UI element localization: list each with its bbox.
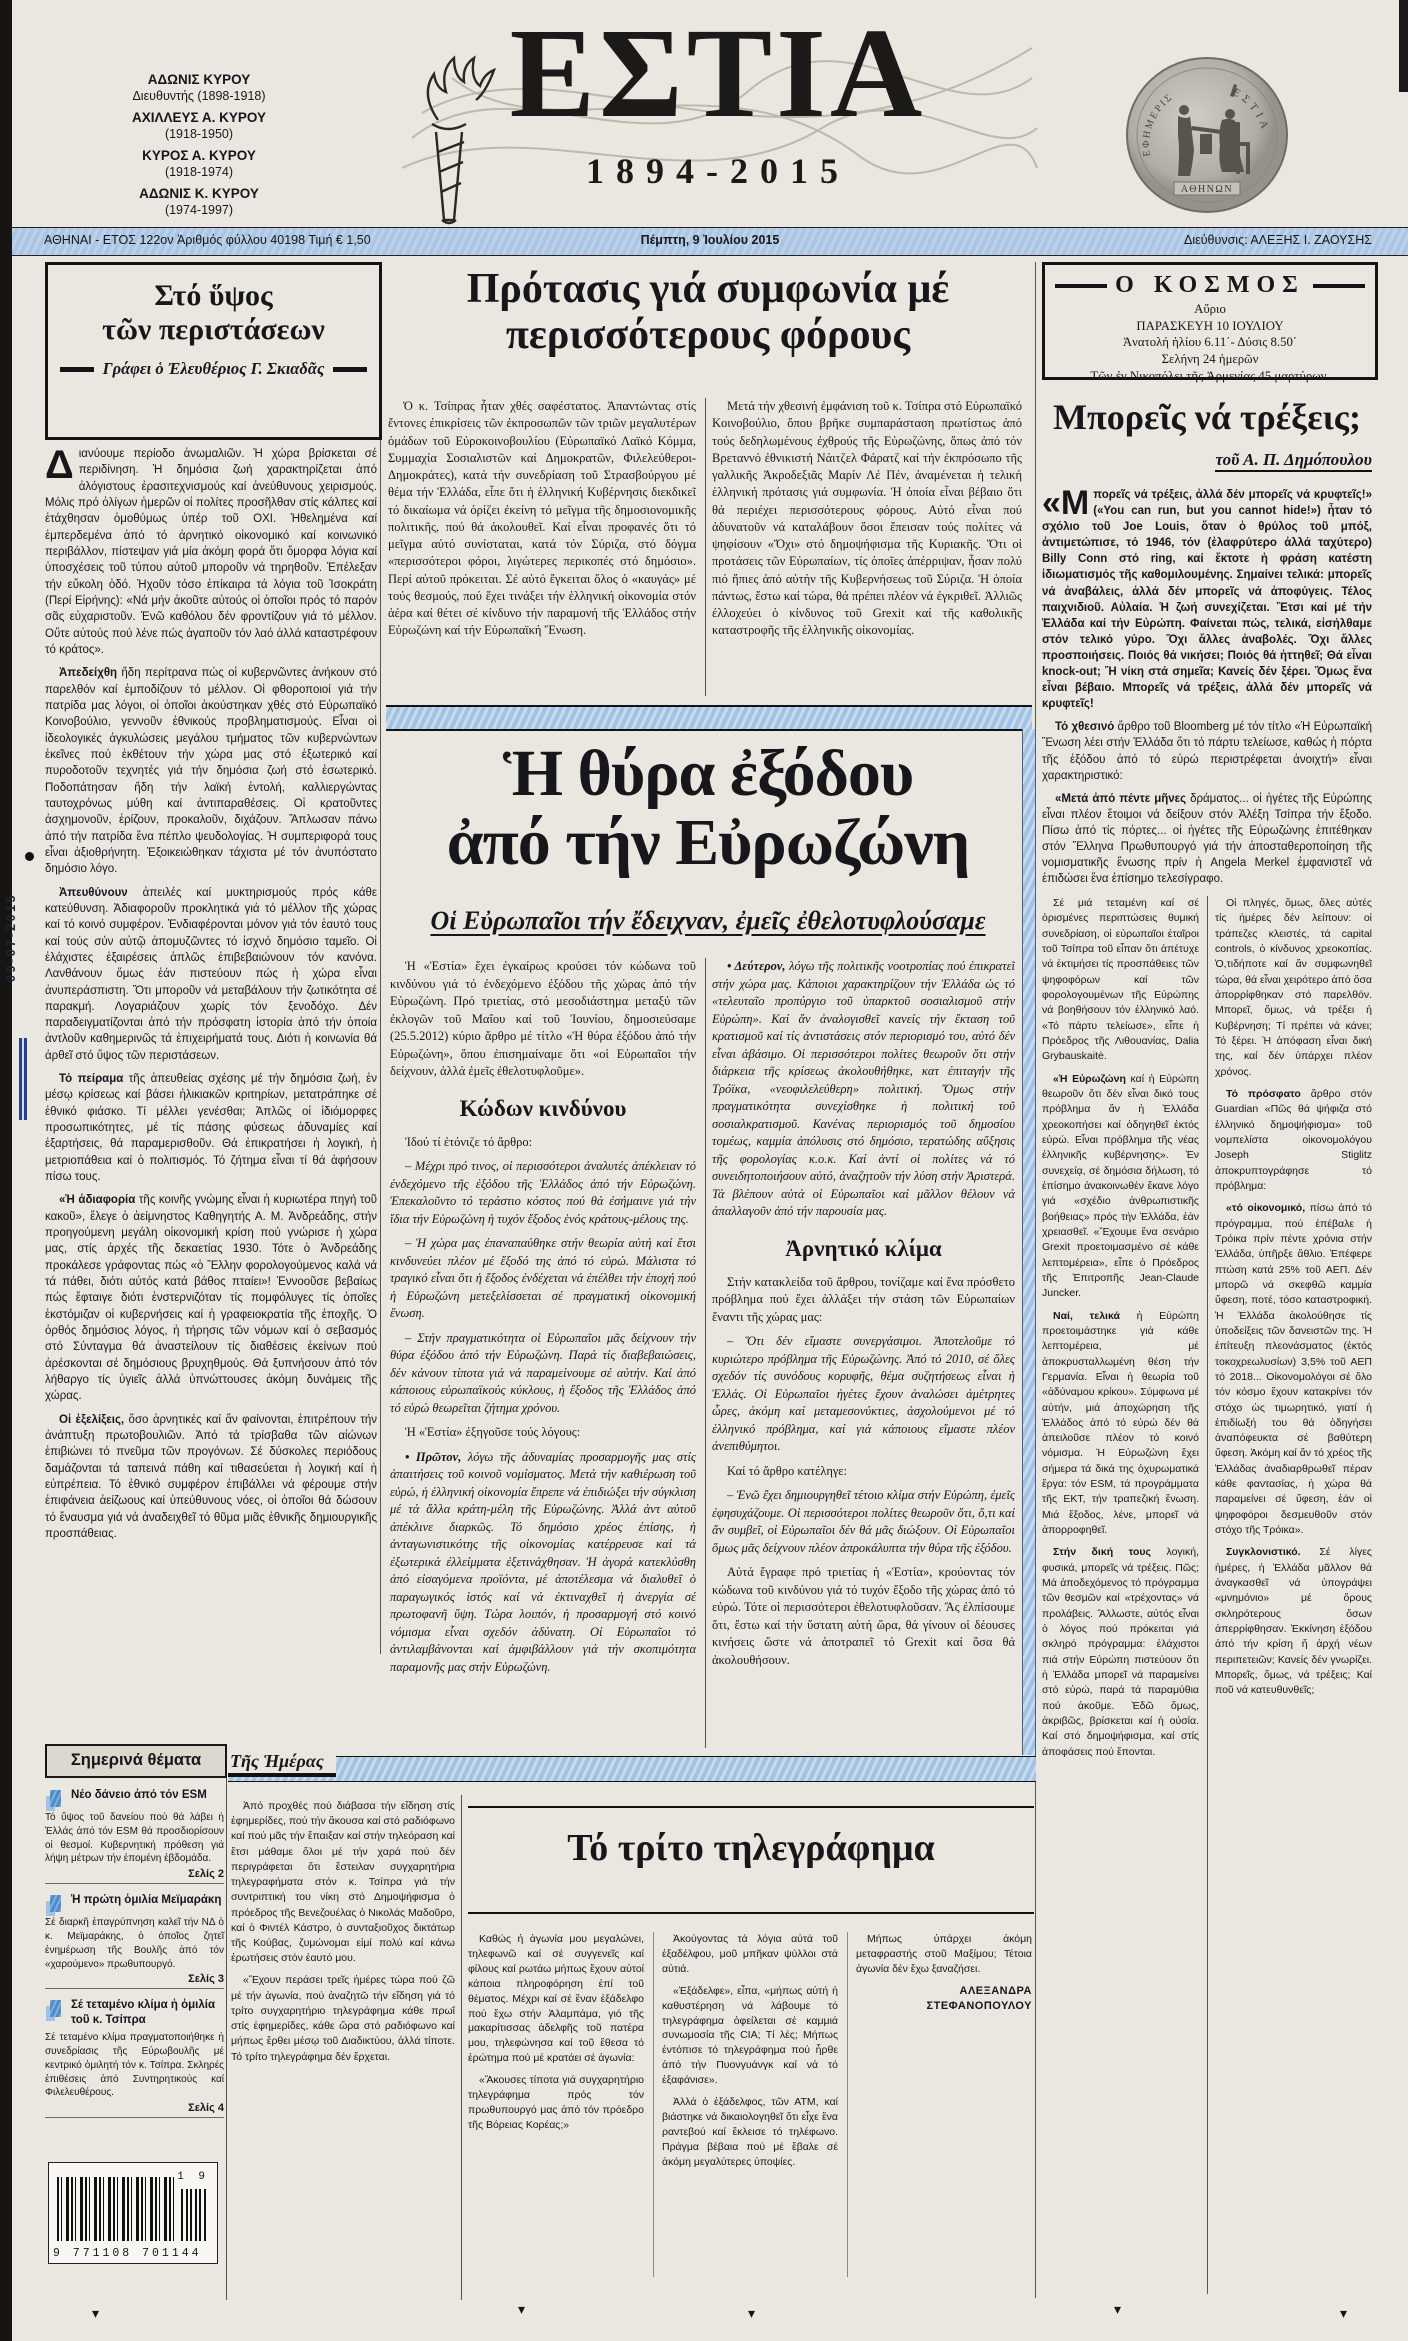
telegram-rule-bottom [468, 1912, 1034, 1914]
torch-icon [388, 40, 498, 228]
edition-vertical-date: 09-07-2015 [4, 893, 18, 982]
issue-barcode [48, 2162, 218, 2264]
lead-story-column-2 [712, 398, 1022, 698]
paragraph: Συγκλονιστικό. Σέ λίγες ἡμέρες, ἡ Ἑλλάδα μᾶλλον θά ἀναγκασθεῖ νά ὑπογράψει «μνημόνιο» μέ ὅρους σκληρότερους ὅσων ἀπερρίφθησαν. Ἐκκίνηση ἐξόδου ἀπό τήν κρίση ἤ ἀρχή νέων περιπετειῶν; Κανείς δέν γνωρίζει. Μπορεῖς, ὅμως, νά τρέξεις; Καί ποῦ νά κατευθυνθεῖς; [1215, 1546, 1372, 1697]
telegram-column-3 [856, 1932, 1032, 2282]
paragraph: «Ἔχουν περάσει τρεῖς ἡμέρες τώρα πού ζῶ μέ τήν ἀγωνία, πού ἀναζητῶ τήν εἴδηση γιά τό τρίτο συγχαρητήριο τηλεγράφημα κάθε πρωΐ στίς ἐφημερίδες, κάθε ὥρα στό ραδιόφωνο καί μήπως ἔρθει μέσῳ τοῦ Διαδικτύου, ἀλλά τίποτε. Τό τρίτο τηλεγράφημα δέν ἔρχεται. [231, 1974, 455, 2063]
paragraph: «Ἡ Εὐρωζώνη καί ἡ Εὐρώπη θεωροῦν ὅτι δέν εἶναι δικό τους πρόβλημα ἄν ἡ Ἑλλάδα χρεοκοπήσει καί ὁδηγηθεῖ ἐκτός εὐρώ. Εἶναι πρόβλημα τῆς νέας ἑλληνικῆς κυβέρνησης». Ἐν συνεχείᾳ, σέ δημόσια δήλωση, τό ἐπίσημο ἀνακοινωθέν ἔκανε λόγο γιά «σχέδιο ἀνθρωπιστικῆς βοήθειας» πρός τήν Ἑλλάδα, ἐάν χρειασθεῖ. «Ἔχουμε ἕνα σενάριο Grexit προετοιμασμένο σέ κάθε λεπτομέρεια», εἶπε ὁ Πρόεδρος τῆς Ἐπιτροπῆς Jean-Claude Juncker. [1042, 1072, 1199, 1300]
opinion-headline: Μπορεῖς νά τρέξεις; [1053, 397, 1361, 437]
newspaper-logo: ΕΣΤΙΑ [509, 2, 927, 144]
editorial-title-box [45, 262, 382, 440]
feature-side-strip [1022, 729, 1036, 1755]
director-years: (1918-1950) [164, 126, 234, 141]
paragraph: «Μπορεῖς νά τρέξεις, ἀλλά δέν μπορεῖς νά κρυφτεῖς!» («You can run, but you cannot hide!») ἦταν τό σχόλιο τοῦ Joe Louis, ὅταν ὁ θρύλος τοῦ μπόξ, ἀντιμετώπισε, τό 1946, τόν (ἐλαφρύτερο ἀλλά ταχύτερο) Billy Conn στό ring, καί ἔκτοτε ἡ φράση κατέστη ἰδιωματισμός τῆς καθομιλουμένης. Σημαίνει τελικά: μπορεῖς νά ἀναβάλεις, ἀλλά δέν μπορεῖς νά ἀποφύγεις. Τέλος παιχνιδιοῦ. Αὐλαία. Ἡ ζωή συνεχίζεται. Ἔτσι καί μέ τήν Ἑλλάδα καί τήν Εὐρώπη. Φαίνεται πώς, τελικά, εἰσήλθαμε στόν τελικό γύρο. Ὄχι ἄλλες ἀναβολές. Ὄχι ἄλλες προσποιήσεις. Ποιός θά νικήσει; Ποιός θά ἡττηθεῖ; Θά εἶναι knock-out; Ἤ νίκη στά σημεῖα; Κανείς δέν ξέρει. Ὅμως ἕνα εἶναι βέβαιο. Μπορεῖς νά τρέξεις, ἀλλά δέν μπορεῖς νά κρυφτεῖς! [1042, 487, 1372, 711]
editorial-title-line1: Στό ὕψος [154, 279, 273, 312]
byline-bar [60, 367, 94, 372]
director-years: (1918-1974) [164, 164, 234, 179]
paragraph: Ἀλλά ὁ ἐξάδελφος, τῶν ΑΤΜ, καί βιάστηκε νά δικαιολογηθεῖ ὅτι εἶχε ἕνα ραντεβού καί ἔκλεισε τό τηλέφωνο. Πράγμα βέβαια πού μέ ἔβαλε σέ ἀκόμη μεγαλύτερες ὑποψίες. [662, 2096, 838, 2168]
brief-marker-icon [50, 1895, 61, 1912]
almanac-line: Αὔριο [1194, 302, 1226, 316]
almanac-line: Τῶν ἐν Νικοπόλει τῆς Ἀρμενίας 45 μαρτύρων. [1090, 368, 1330, 383]
brief-title: Ἡ πρώτη ὁμιλία Μεϊμαράκη [71, 1894, 222, 1907]
column-rule [847, 1932, 848, 2277]
feature-headline [388, 737, 1028, 879]
kosmos-almanac-lines [1045, 301, 1375, 384]
editorial-title [48, 279, 379, 346]
drop-cap: Δ [45, 446, 74, 487]
seal-bottom-text: ΑΘΗΝΩΝ [1180, 184, 1234, 195]
paragraph: – Στήν πραγματικότητα οἱ Εὐρωπαῖοι μᾶς δείχνουν τήν θύρα ἐξόδου ἀπό τήν Εὐρωζώνη. Παρά τίς διαβεβαιώσεις, δέν κάνουν τίποτα γιά νά παραμείνουμε σέ αὐτήν. Καί ἀπό κάποιους εὐρωπαϊκούς κύκλους, ἡ ἔξοδος τῆς Ἑλλάδος ἀπό τό εὐρώ θεωρεῖται ζήτημα χρόνου. [390, 1330, 696, 1415]
paragraph: «Ἄκουσες τίποτα γιά συγχαρητήριο τηλεγράφημα πρός τόν πρωθυπουργό μας ἀπό τόν πρόεδρο τῆς Βόρειας Κορέας;» [468, 2074, 644, 2131]
telegram-rule-top [468, 1806, 1034, 1808]
dateline-date: Πέμπτη, 9 Ἰουλίου 2015 [640, 233, 780, 247]
paragraph: Μήπως ὑπάρχει ἀκόμη μεταφραστής στοῦ Μαξίμου; Τέτοια ἀγωνία δέν ἔχω ξαναζήσει. [856, 1933, 1032, 1975]
paragraph: • Δεύτερον, λόγω τῆς πολιτικῆς νοοτροπίας πού ἐπικρατεῖ στήν χώρα μας. Κάποιοι χαρακτηρίζουν τήν Ἑλλάδα ὡς τό «τελευταῖο προπύργιο τοῦ ὑπαρκτοῦ σοσιαλισμοῦ στήν Εὐρώπη». Καί ἄν ἀναλογισθεῖ κανείς τήν ἔκταση τοῦ κρατισμοῦ καί τίς ἀντιστάσεις στόν περιορισμό του, αὐτό δέν εἶναι ἀβάσιμο. Οἱ περισσότεροι πολίτες θεωροῦν ὅτι στήν διάρκεια τῆς κρίσεως ἀκολουθήθηκε, κατ ἐπιταγήν τῆς Τρόϊκα, «νεοφιλελεύθερη» πολιτική. Ὅμως στήν πραγματικότητα συνεχίσθηκε ἡ πολιτική τοῦ σοσιαλκρατισμοῦ. Κανένας περιορισμός τοῦ δημοσίου τομέως, καμμία ἀπόλυσις στό δημόσιο, τερατώδης αὔξησις τῆς φορολογίας κ.ο.κ. Καί ἀντί οἱ πολίτες νά τό συνειδητοποιήσουν αὐτό, ἀναζητοῦν τήν λύση στήν Ἀριστερά. Τά βλέπουν αὐτά οἱ Εὐρωπαῖοι καί μᾶλλον θέλουν νά ἀπαλλαγοῦν ἀπό τήν παρουσία μας. [712, 959, 1015, 1218]
editorial-title-line2: τῶν περιστάσεων [102, 312, 325, 346]
seal-left-text: ΕΦΗΜΕΡΙΣ [1140, 91, 1176, 158]
paragraph: – Ἐνῶ ἔχει δημιουργηθεῖ τέτοιο κλίμα στήν Εὐρώπη, ἐμεῖς ἐφησυχάζουμε. Οἱ περισσότεροι πολίτες θεωροῦν ὅτι, ὅ,τι καί ἄν συμβεῖ, οἱ Εὐρωπαῖοι δέν θά μᾶς διώξουν. Οἱ Εὐρωπαῖοι ὅμως μᾶς δείχνουν πλέον ἀπροκάλυπτα τήν θύρα τῆς ἐξόδου. [712, 1488, 1015, 1555]
paragraph: Ναί, τελικά ἡ Εὐρώπη προετοιμάστηκε γιά κάθε λεπτομέρεια, μέ ἀποκρυσταλλωμένη θέση τήν Γερμανία. Εἶναι ἡ θεωρία τοῦ «ἀδύναμου κρίκου». Σύμφωνα μέ αὐτήν, μιά ἀποχώρηση τῆς Ἑλλάδος ἀπό τό εὐρώ δέν θά ἀπειλοῦσε πλέον τό κοινό νόμισμα. Ἡ Εὐρωζώνη ἔχει σήμερα τά δικά της ὀχυρωματικά ἔργα: τόν ESM, τά προγράμματα τῆς ΕΚΤ, τήν τραπεζική ἕνωση. Μιά ἔξοδος, λένε, μπορεῖ νά ἀπορροφηθεῖ. [1042, 1309, 1199, 1537]
almanac-line: ΠΑΡΑΣΚΕΥΗ 10 ΙΟΥΛΙΟΥ [1136, 318, 1284, 333]
lead-story-column-1 [388, 398, 696, 698]
brief-marker-icon [50, 1790, 61, 1807]
paragraph: • Πρῶτον, λόγω τῆς ἀδυναμίας προσαρμογῆς μας στίς ἀπαιτήσεις τοῦ κοινοῦ νομίσματος. Μετά τήν καθιέρωση τοῦ εὐρώ, ἡ ἑλληνική οἰκονομία ἔπρεπε νά ἐπιδιώξει τήν σύγκλιση μέ τά ἄλλα κράτη-μέλη τῆς Εὐρωζώνης. Ἀλλά ἀντ αὐτοῦ ἀπέκλινε διαρκῶς. Τό δημόσιο χρέος ἐπίσης, ἡ ἀνταγωνιστικότης τῆς οἰκονομίας κατέρρευσε καί τά ἐξωτερικά ἐλλείμματα ἐξετινάχθησαν. Ἡ ἀγορά κατεκλύσθη ἀπό εἰσαγόμενα προϊόντα, μέ ἀποτέλεσμα νά διαλυθεῖ ὁ παραγωγικός ἱστός καί νά ἐκτιναχθεῖ ἡ ἀνεργία σέ πρωτοφανῆ ὕψη. Τώρα λοιπόν, ἡ προσαρμογή στό κοινό νόμισμα εἶναι σχεδόν ἀδύνατη. Οἱ Εὐρωπαῖοι τό ἀντιλαμβάνονται καί ἀμφιβάλλουν γιά τήν σκοπιμότητα παραμονῆς μας στήν Εὐρωζώνη. [390, 1449, 696, 1674]
brief-title: Νέο δάνειο ἀπό τόν ESM [71, 1789, 207, 1801]
brief-item [45, 1893, 224, 1989]
page-edge-mark: ▾ [748, 2305, 756, 2321]
director-years: Διευθυντής (1898-1918) [132, 88, 266, 103]
scan-edge-left [0, 0, 12, 2341]
editorial-body [45, 446, 377, 1654]
barcode-stripes [57, 2177, 175, 2241]
paragraph: Διανύουμε περίοδο ἀνωμαλιῶν. Ἡ χώρα βρίσκεται σέ περιδίνηση. Ἡ δημόσια ζωή χαρακτηρίζεται ἀπό ἀλόγιστους ἐρασιτεχνισμούς καί ἀνεύθυνους χειρισμούς. Μόλις πρό ὀλίγων ἡμερῶν οἱ πολίτες προσῆλθαν στίς κάλπες καί ἐτάχθησαν ὁμοθύμως ὑπέρ τοῦ ΟΧΙ. Ἠθελημένα καί ἐμπερδεμένα ἀπό τό ἀρνητικό οἰκονομικό καί κοινωνικό περιβάλλον, πίστεψαν γιά μία ἀκόμη φορά ὅτι ὄμορφα λόγια καί ὑποσχέσεις τοῦ τύπου αὐτοῦ μποροῦν νά τηρηθοῦν. Ἐπέλεξαν τήν εὔκολη ὁδό. Ἠχοῦν τόσο ἐπίκαιρα τά λόγια τοῦ Ἰσοκράτη (Περί Εἰρήνης): «Νά μήν ἀκοῦτε αὐτούς οἱ ὁποῖοι πρός τό παρόν σᾶς εὐχαριστοῦν. Ἐνῶ καθόλου δέν φροντίζουν γιά τό μέλλον. Οὔτε αὐτούς πού λένε πώς ἀγαποῦν τόν λαό ἀλλά καταστρέφουν τό κράτος». [45, 446, 377, 656]
brief-item [45, 1788, 224, 1884]
brief-page-ref: Σελίς 3 [188, 1973, 224, 1986]
almanac-line: Ἀνατολή ἡλίου 6.11΄- Δύσις 8.50΄ [1122, 335, 1298, 350]
barcode-issue-number: 1 9 [177, 2171, 209, 2183]
margin-blue-bar [19, 1038, 27, 1120]
paragraph: – Μέχρι πρό τινος, οἱ περισσότεροι ἀναλυτές ἀπέκλειαν τό ἐνδεχόμενο τῆς ἐξόδου τῆς Ἑλλάδος ἀπό τήν Εὐρωζώνη. Ἐπεκαλοῦντο τό τεράστιο κόστος πού θά ἐσήμαινε γιά τήν ἴδια τήν Εὐρωζώνη ἡ τυχόν ἔξοδος ἑνός κράτους-μέλους της. [390, 1159, 696, 1226]
brief-marker-icon [50, 2000, 61, 2017]
director-name: ΑΧΙΛΛΕΥΣ Α. ΚΥΡΟΥ [131, 109, 266, 125]
brief-title: Σέ τεταμένο κλίμα ἡ ὁμιλία τοῦ κ. Τσίπρα [71, 1999, 216, 2026]
feature-headline-line1: Ἡ θύρα ἐξόδου [502, 737, 914, 810]
page-edge-mark: ▾ [92, 2305, 100, 2321]
telegram-signature: ΑΛΕΞΑΝΔΡΑ ΣΤΕΦΑΝΟΠΟΥΛΟΥ [926, 1984, 1032, 2013]
paragraph: Ἡ «Ἑστία» ἔχει ἐγκαίρως κρούσει τόν κώδωνα τοῦ κινδύνου γιά τό ἐνδεχόμενο ἐξόδου τῆς χώρας ἀπό τήν Εὐρωζώνη. Πρό τριετίας, στό μεσοδιάστημα μεταξύ τῶν ἐκλογῶν τοῦ Μαΐου καί τοῦ Ἰουνίου, δημοσιεύσαμε (25.5.2012) κύριο ἄρθρο μέ τίτλο «Ἡ θύρα ἐξόδου ἀπό τήν Εὐρωζώνη», ὅπου ἐπισημαίναμε ὅτι «οἱ Εὐρωπαῖοι τήν δείχνουν, ἀλλά ἐμεῖς ἐθελοτυφλοῦμε». [390, 959, 696, 1078]
paragraph: Τό πείραμα τῆς ἀπευθείας σχέσης μέ τήν δημόσια ζωή, ἐν μέσῳ κρίσεως καί βάσει ἡλικιακῶν κριτηρίων, μετατράπηκε σέ ἐθνικό φιάσκο. Τί μέλλει γενέσθαι; Ἁπλῶς οἱ ἰδιόμορφες προσωπικότητες, μέ τίς πάσης φύσεως ἀδυναμίες καί ἐξαρτήσεις, θά παραμερισθοῦν. Θά ἐπικρατήσει ἡ λογική, ἡ μετριοπάθεια καί ὁ πολιτισμός. Τό ζήτημα εἶναι τί θά ἀφήσουν πίσω τους. [45, 1073, 377, 1184]
column-rule [380, 262, 381, 1654]
page-edge-mark: ▾ [518, 2301, 526, 2317]
director-years: (1974-1997) [164, 202, 234, 217]
paragraph: Ἀρνητικό κλίμα [785, 1235, 942, 1261]
brief-item [45, 1998, 224, 2118]
lead-story-headline: Πρότασις γιά συμφωνία μέ περισσότερους φόρους [466, 266, 950, 359]
paragraph: Οἱ πληγές, ὅμως, ὅλες αὐτές τίς ἡμέρες δέν λείπουν: οἱ τράπεζες κλειστές, τά capital controls, ὁ κίνδυνος χρεοκοπίας. Ὁ,τιδήποτε καί ἄν συμφωνηθεῖ τώρα, θά εἶναι χειρότερο ἀπό ὅσα ἀπορρίφθηκαν στό παρελθόν. Μπορεῖ, ὅμως, νά τρέξει ἡ Κυβέρνηση; Τί πρέπει νά κάνει; Τό ξέρει. Ἡ ἀπόφαση εἶναι δική της, καί δέν ὑπάρχει πλέον χρόνος. [1215, 897, 1372, 1078]
column-rule [461, 1795, 462, 2300]
kosmos-box [1042, 262, 1378, 383]
page-edge-mark: ▾ [1340, 2305, 1348, 2321]
editorial-byline [60, 359, 367, 379]
opinion-subcolumn-right [1215, 896, 1372, 2294]
brief-text: Σέ διαρκῆ ἐπαγρύπνηση καλεῖ τήν ΝΔ ὁ κ. Μεϊμαράκης, ὁ ὁποῖος ζητεῖ ἐνημέρωση τῆς Βουλῆς ἀπό τόν «χαρούμενο» πρωθυπουργό. [45, 1917, 224, 1970]
paragraph: Αὐτά ἔγραφε πρό τριετίας ἡ «Ἑστία», κρούοντας τόν κώδωνα τοῦ κινδύνου γιά τό τυχόν ἔξοδο τῆς χώρας ἀπό τό εὐρώ. Τότε οἱ περισσότεροι ἐθελοτυφλοῦσαν. Ἄς ἐλπίσουμε ὅτι, ἔστω καί τήν ὕστατη αὐτή ὥρα, θά γίνουν οἱ δέουσες κινήσεις ὥστε νά ἀποτραπεῖ τό Grexit καί ὅσα θά ἀκολουθήσουν. [712, 1565, 1015, 1667]
almanac-line: Σελήνη 24 ἡμερῶν [1161, 351, 1259, 366]
column-rule [226, 1748, 227, 2300]
brief-page-ref: Σελίς 4 [188, 2102, 224, 2115]
kosmos-title-row [1055, 272, 1365, 299]
telegram-headline: Τό τρίτο τηλεγράφημα [567, 1827, 935, 1869]
director-entry [58, 72, 340, 104]
briefs-list [45, 1788, 224, 2127]
seal-medallion [1122, 56, 1292, 218]
masthead-directors [58, 72, 340, 224]
kosmos-title: Ο ΚΟΣΜΟΣ [1115, 272, 1305, 298]
briefs-header: Σημερινά θέματα [45, 1744, 227, 1778]
feature-column-2 [712, 958, 1015, 1748]
feature-headline-line2: ἀπό τήν Εὐρωζώνη [446, 805, 970, 879]
paragraph: Στήν κατακλείδα τοῦ ἄρθρου, τονίζαμε καί ἕνα πρόσθετο πρόβλημα πού ἔχει ἀλλάξει τήν στάση τῶν Εὐρωπαίων ἔναντι τῆς χώρας μας: [712, 1274, 1015, 1324]
director-entry [58, 148, 340, 180]
director-entry [58, 110, 340, 142]
brief-text: Σέ τεταμένο κλίμα πραγματοποιήθηκε ἡ συνεδρίασις τῆς Εὐρωβουλῆς μέ κεντρικό ὁμιλητή τόν κ. Τσίπρα. Σκληρές ἐπιθέσεις ἀπό Συντηρητικούς καί Φιλελευθέρους. [45, 2032, 224, 2099]
title-bar [1055, 284, 1107, 288]
column-rule [1207, 896, 1208, 2294]
seal-right-text: ΕΣΤΙΑ [1230, 86, 1272, 135]
brief-page-ref: Σελίς 2 [188, 1868, 224, 1881]
dateline-bar [12, 227, 1408, 256]
editorial-byline-text: Γράφει ὁ Ἐλευθέριος Γ. Σκιαδᾶς [102, 359, 325, 379]
paragraph: Ἀπεδείχθη ἤδη περίτρανα πώς οἱ κυβερνῶντες ἀνήκουν στό παρελθόν καί ἐμποδίζουν τό μέλλον. Οἱ φθοροποιοί γιά τήν πατρίδα μας λόγοι, οἱ ὁποῖοι ἀκούστηκαν χθές στό Εὐρωπαϊκό Κοινοβούλιο, γεννοῦν ἐθνικούς προβληματισμούς. Εἶναι οἱ ἰδεολογικές ἀγκυλώσεις μεγάλου τμήματος τῶν κυβερνώντων ἐκεῖνες πού ἐκθέτουν τήν χώρα μας στό ἐξωτερικό καί πυροδοτοῦν τεχνητές γιά τήν δημόσια ζωή στό ἐσωτερικό. Ποδοπάτησαν ἤδη τήν λαϊκή ἐντολή, καλλιεργώντας ταυτοχρόνως μύθη καί ἀντιπαραθέσεις. Οἱ κρατοῦντες ἀσχημονοῦν, ἐρίζουν, προκαλοῦν, διχάζουν. Ἅπλωσαν πάνω ἀπό τήν πατρίδα ἕνα πέπλο ψευδολογίας. Ἡ συμπεριφορά τους εἶναι ἀξιοθρήνητη. Ἐξοικειώθηκαν τάχιστα μέ τόν ἀνυπόστατο δημόσιο λόγο. [45, 667, 377, 876]
paragraph: Καθώς ἡ ἀγωνία μου μεγαλώνει, τηλεφωνῶ καί σέ συγγενεῖς καί φίλους καί ρωτάω μήπως ἔχουν αὐτοί κάποια πληροφόρηση ἐπί τοῦ θέματος. Μέχρι καί σέ ἕναν ἐξάδελφο πού ἔχω στήν Ἀλαμπάμα, γιό τῆς μακαρίτισσας ἀδελφῆς τοῦ πατέρα μου, τηλεφώνησα καί τοῦ ἔθεσα τό ἐρώτημα πού μέ κρατάει σέ ἀγωνία: [468, 1933, 644, 2065]
brief-text: Τό ὕψος τοῦ δανείου πού θά λάβει ἡ Ἑλλάς ἀπό τόν ESM θά προσδιορίσουν οἱ θεσμοί. Κυβερνητική πρόθεση γιά λήψη μέτρων τήν ἑπομένη ἑβδομάδα. [45, 1812, 224, 1865]
column-rule [705, 958, 706, 1748]
feature-column-1 [390, 958, 696, 1748]
scan-edge-top-right [1399, 0, 1408, 92]
paragraph: Τό πρόσφατο ἄρθρο στόν Guardian «Πῶς θά ψήφιζα στό ἑλληνικό δημοψήφισμα» τοῦ νομπελίστα οἰκονομολόγου Joseph Stiglitz ἀποκρυπτογράφησε τό πρόβλημα: [1215, 1087, 1372, 1192]
director-entry [58, 186, 340, 218]
paragraph: Στήν δική τους λογική, φυσικά, μπορεῖς νά τρέξεις. Πῶς; Μά ἀποδεχόμενος τό πρόγραμμα τῶν θεσμῶν καί «τρέχοντας» νά προλάβεις. Ἄλλωστε, αὐτός εἶναι ὁ λόγος πού πρόκειται γιά σκληρό πρόγραμμα: ἐλάχιστοι πιά στήν Εὐρώπη πιστεύουν ὅτι ἡ Ἑλλάδα μπορεῖ νά παραμείνει στό εὐρώ, παρά τά παραμύθια πού ἀκοῦμε. Ἐδῶ ὅμως, ἀκριβῶς, βρίσκεται καί ἡ οὐσία. Καί στό δημοψήφισμα, καί στίς ἀποφάσεις πού ἕπονται. [1042, 1546, 1199, 1758]
daily-section-bar [228, 1756, 1036, 1782]
byline-bar [333, 367, 367, 372]
daily-column [231, 1799, 455, 2303]
paragraph: Ὁ κ. Τσίπρας ἦταν χθές σαφέστατος. Ἀπαντώντας στίς ἔντονες ἐπικρίσεις τῶν ἐκπροσωπῶν τῶν τριῶν μεγαλυτέρων ὁμάδων τοῦ Εὐροκοινοβουλίου (Εὐρωπαϊκό Λαϊκό Κόμμα, Συμμαχία Σοσιαλιστῶν καί Δημοκρατῶν, Φιλελεύθεροι-Δημοκράτες), κατά τήν συνεδρίαση τοῦ Στρασβούργου μέ θέμα τήν Ἑλλάδα, εἶπε ὅτι ἡ ἑλληνική Κυβέρνησις διεκδικεῖ τό δικαίωμα νά ὁρίζει ἐκείνη τό μεῖγμα τῆς δημοσιονομικῆς πολιτικῆς, πού θά ἀκολουθεῖ. Καί εἶναι προφανές ὅτι τό μεῖγμα αὐτό συνίσταται, κατά τόν Σύριζα, στό δόγμα «περισσότεροι φόροι, λιγώτερες περικοπές στό δημόσιο». Περί αὐτοῦ πρόκειται. Σέ αὐτό ἔγκειται ὅλος ὁ «καυγάς» μέ τούς θεσμούς, πού ἔχει τινάξει τήν ἑλληνική οἰκονομία στόν ἀέρα καί θέτει σέ κίνδυνο τήν παραμονή τῆς Ἑλλάδος στήν Εὐρωζώνη καί τήν Εὐρωπαϊκή Ἕνωση. [388, 399, 696, 638]
paragraph: Ἰδού τί ἐτόνιζε τό ἄρθρο: [405, 1134, 533, 1149]
paragraph: Ἀκούγοντας τά λόγια αὐτά τοῦ ἐξαδέλφου, μοῦ μπῆκαν ψύλλοι στά αὐτιά. [662, 1933, 838, 1975]
paragraph: «Ἡ ἀδιαφορία τῆς κοινῆς γνώμης εἶναι ἡ κυριωτέρα πηγή τοῦ κακοῦ», ἔλεγε ὁ ἀείμνηστος Καθηγητής Α. Μ. Ἀνδρεάδης, στήν προηγούμενη μεγάλη οἰκονομική κρίση πού γνώρισε ἡ χώρα μας, στίς ἀρχές τῆς δεκαετίας 1930. Τότε ὁ Ἀνδρεάδης προκάλεσε γράφοντας πώς «ὁ Ἕλλην φορολογούμενος καλά νά τά πάθει, διότι αὐτός κατά βάθος πταίει»! Ἐννοοῦσε βεβαίως πώς ἔφταιγε διότι ἐνστερνιζόταν τίς πομφόλυγες τίς ὁποῖες ἐκστόμιζαν οἱ κυβερνήσεις καί ἡ γραφειοκρατία τῆς ἐποχῆς. Ὁ ὀρθός δημόσιος λόγος, ἡ τήρησις τῶν νόμων καί ὁ σεβασμός στό Σύνταγμα θά ἀναστείλουν τίς διαθέσεις ἐκείνων πού ἀρέσκονται σέ δημόσιους βρυχηθμούς. Θά ξυπνήσουν ἀπό τόν λήθαργο τίς ὑγιεῖς ἀλλά ὑπνώττουσες ἀκόμη δυνάμεις τῆς χώρας. [45, 1194, 377, 1403]
opinion-subcolumn-left [1042, 896, 1199, 2294]
dateline-edition-info: ΑΘΗΝΑΙ - ΕΤΟΣ 122ον Ἀριθμός φύλλου 40198 Τιμή € 1,50 [44, 233, 371, 247]
paragraph: Κώδων κινδύνου [459, 1095, 627, 1121]
director-name: ΑΔΩΝΙΣ Κ. ΚΥΡΟΥ [139, 185, 259, 201]
paragraph: – Ἡ χώρα μας ἐπαναπαύθηκε στήν θεωρία αὐτή καί ἔτσι κινδυνεύει πλέον μέ ἔξοδό της ἀπό τό εὐρώ. Μάλιστα τό τραγικό εἶναι ὅτι ἡ ἔξοδος ἐνδέχεται νά ἐπέλθει τήν ἐποχή πού ἡ Εὐρωζώνη μετεξελίσσεται σέ πραγματική οἰκονομική ἕνωση. [390, 1236, 696, 1321]
title-bar [1313, 284, 1365, 288]
paragraph: «Ἐξάδελφε», εἶπα, «μήπως αὐτή ἡ καθυστέρηση νά λάβουμε τό τηλεγράφημα ὀφείλεται σέ καμμιά συνωμοσία τῆς CIA; Τί λές; Μήπως ἐντόπισε τό τηλεγράφημα πού ἦρθε ἀπό τήν Πυονγυάνγκ καί νά τό ἐξαφάνισε». [662, 1984, 838, 2087]
paragraph: Ἡ «Ἑστία» ἐξηγοῦσε τούς λόγους: [405, 1425, 581, 1440]
paragraph: Καί τό ἄρθρο κατέληγε: [727, 1463, 847, 1478]
drop-cap: «Μ [1042, 487, 1090, 522]
paragraph: Ἀπό προχθές πού διάβασα τήν εἴδηση στίς ἐφημερίδες, πού τήν ἄκουσα καί στό ραδιόφωνο καί πού μᾶς τήν ἔπαιξαν καί στήν τηλεόραση καί ἔτσι μάθαμε ὅλοι μέ τήν χαρά πού δέν περιγράφεται ὅτι ἔστειλαν συγχαρητήρια τηλεγραφήματα στόν κ. Τσίπρα γιά τήν συντριπτική του νίκη στό Δημοψήφισμα ὁ πρόεδρος τῆς Βενεζουέλας ὁ Νικολάς Μαδοῦρο, καί ὁ Φιντέλ Κάστρο, ὁ συνταξιοῦχος δικτάτωρ τῆς Κούβας, ζυμώνομαι εἰμί πολύ καί κάνω ἐρωτήσεις στόν ἑαυτό μου. [231, 1800, 455, 1965]
daily-section-label: Τῆς Ἡμέρας [228, 1751, 336, 1777]
paragraph: Σέ μιά τεταμένη καί σέ ὁρισμένες περιπτώσεις θυμική συνεδρίαση, οἱ εὐρωπαῖοι ἑταῖροι τοῦ Τσίπρα τοῦ εἶπαν ὅτι ἀπέτυχε νά ἐκτιμήσει τίς προσπάθειες τῶν ψηφοφόρων καί τῶν φορολογουμένων τῆς Εὐρώπης νά βοηθήσουν τόν ἑλληνικό λαό. «Τό πάρτυ τελείωσε», εἶπε ἡ Πρόεδρος τῆς Λιθουανίας, Dalia Grybauskaitė. [1042, 897, 1199, 1063]
anniversary-years: 1894-2015 [586, 151, 850, 191]
telegram-column-2 [662, 1932, 838, 2282]
telegram-column-1 [468, 1932, 644, 2282]
barcode-digits: 9 771108 701144 [53, 2247, 202, 2260]
paragraph: «τό οἰκονομικό, πίσω ἀπό τό πρόγραμμα, πού ἐπέβαλε ἡ Τρόικα πρίν πέντε χρόνια στήν Ἑλλάδα, ὑπῆρξε ἄθλιο. Ἐπέφερε πτώση κατά 25% τοῦ ΑΕΠ. Δέν μπορῶ νά σκεφθῶ καμμία ὕφεση, ποτέ, τόσο καταστροφική. Ἡ Ἑλλάδα ἀκολούθησε τίς ὑποδείξεις τῶν δανειστῶν της. Ἡ ἐπίτευξη πλεονάσματος (ἐκτός τοκοχρεωλυσίων) 3,5% τοῦ ΑΕΠ τό 2018... Οἰκονομολόγοι σέ ὅλο τόν κόσμο ἔχουν κατακρίνει τόν στόχο ὡς τιμωρητικό, γιατί ἡ ἐπιδίωξή του θά ὁδηγήσει ἀναπόφευκτα σέ βαθύτερη ὕφεση. Ἀκόμη καί ἄν τό χρέος τῆς Ἑλλάδας ἀναδιαρθρωθεῖ πέραν κάθε φαντασίας, ἡ χώρα θά παραμείνει σέ ὕφεση, ἐάν οἱ ψηφοφόροι δεσμευθοῦν στόν στόχο τῆς Τρόικα». [1215, 1202, 1372, 1537]
paragraph: Τό χθεσινό ἄρθρο τοῦ Bloomberg μέ τόν τίτλο «Ἡ Εὐρωπαϊκή Ἕνωση λέει στήν Ἑλλάδα ὅτι τό πάρτυ τελείωσε, καθώς ἡ πόρτα τῆς ἐξόδου ἀπό τό εὐρώ περιστρέφεται ἀνοιχτή» εἶναι χαρακτηριστικό: [1042, 721, 1372, 782]
opinion-byline: τοῦ Α. Π. Δημόπουλου [1042, 450, 1372, 470]
feature-divider-bar [386, 705, 1032, 731]
paragraph: «Μετά ἀπό πέντε μῆνες δράματος... οἱ ἡγέτες τῆς Εὐρώπης εἶναι πλέον ἕτοιμοι νά δείξουν στόν Ἀλέξη Τσίπρα τήν ἔξοδο. Πίσω ἀπό τίς πόρτες... οἱ ἡγέτες τῆς Εὐρωζώνης ἐπιτέθηκαν στόν Ἕλληνα Πρωθυπουργό γιά τήν ἀποσταθεροποίηση τῆς νομισματικῆς ἕνωσης πρίν ἡ Angela Merkel ἐμφανιστεῖ νά ἐπιδώσει ἕνα ἐπίσημο τελεσίγραφο. [1042, 792, 1372, 886]
column-rule [653, 1932, 654, 2277]
page-edge-mark: ▾ [1114, 2301, 1122, 2317]
opinion-intro [1042, 487, 1372, 890]
column-rule [705, 398, 706, 696]
paragraph: – Ὅτι δέν εἴμαστε συνεργάσιμοι. Ἀποτελοῦμε τό κυριώτερο πρόβλημα τῆς Εὐρωζώνης. Ἀπό τό 2010, σέ ὅλες σχεδόν τίς συνόδους κορυφῆς, θέμα συζητήσεως εἶναι ἡ Ἑλλάς. Οἱ Εὐρωπαῖοι ἡγέτες ἔχουν ἀναλώσει ἀμέτρητες ὧρες, ἀκόμη καί μεταμεσονύκτιες, ἀσχολούμενοι μέ τό ἑλληνικό πρόβλημα, καί γιά κάποιους εἴμαστε πλέον ἀνεπιθύμητοι. [712, 1334, 1015, 1454]
feature-subhead: Οἱ Εὐρωπαῖοι τήν ἔδειχναν, ἐμεῖς ἐθελοτυφλούσαμε [430, 906, 986, 935]
barcode-stripes-supplement [181, 2189, 207, 2241]
director-name: ΚΥΡΟΣ Α. ΚΥΡΟΥ [142, 147, 256, 163]
margin-bullet [25, 852, 34, 861]
director-name: ΑΔΩΝΙΣ ΚΥΡΟΥ [147, 72, 251, 87]
paragraph: Μετά τήν χθεσινή ἐμφάνιση τοῦ κ. Τσίπρα στό Εὐρωπαϊκό Κοινοβούλιο, ὅπου βρῆκε συμπαράσταση πρωτίστως ἀπό τούς δεδηλωμένους ἐχθρούς τῆς Εὐρωζώνης, ὅπως ἀπό τόν Βρεταννό ἐθνικιστή Νάιτζελ Φάρατζ καί τήν ἐκπρόσωπο τῆς γαλλικῆς Ἀκροδεξιᾶς Μαρίν Λέ Πέν, ἀναμένεται ἡ τελική ἑλληνική πρότασις γιά συμφωνία. Ἡ ὁποία εἶναι βέβαιο ὅτι θά περιέχει περισσότερους φόρους. Αὐτό εἶναι πού ἀδυνατοῦν νά καταλάβουν ὅσοι ἔπεισαν τούς πολίτες νά ψηφίσουν «Ὄχι» στό δημοψήφισμα τῆς Κυριακῆς. Ὅτι οἱ προτάσεις τῶν Εὐρωπαίων, τίς ὁποῖες ἀπέρριψαν, ἦσαν πολύ πιό ἤπιες ἀπό αὐτήν τῆς Κυβερνήσεως τοῦ Σύριζα. Ἡ ὁποία πάντως, ἔστω καί τώρα, θά πρέπει πλέον νά ἐγκριθεῖ. Ἀλλιῶς ἐλλοχεύει ὁ κίνδυνος τοῦ Grexit καί τῆς καθολικῆς καταστροφῆς τῆς ἑλληνικῆς οἰκονομίας. [712, 399, 1022, 638]
paragraph: Ἀπευθύνουν ἀπειλές καί μυκτηρισμούς πρός κάθε κατεύθυνση. Ἀδιαφοροῦν προκλητικά γιά τό μέλλον τῆς χώρας καί τό κοινό συμφέρον. Ἐνδιαφέρονται μόνον γιά τόν ἑαυτό τους καί τούς σύν αὐτῷ ἀπομυζῶντες τό ἰσχνό δημόσιο ταμεῖο. Οἱ ἐλάχιστες ἐξαιρέσεις ἁπλῶς ἐπιβεβαιώνουν τόν κανόνα. Λανθάνουν ὅμως ἐάν πιστεύουν πώς ἡ χώρα εἶναι ἀνυπεράσπιστη. Ὅτι μποροῦν νά μεταβάλουν τήν ζωτικότητα σέ παρακμή. Λογαριάζουν χωρίς τόν ξενοδόχο. Δέν παραδειγματίζονται ἀπό τήν πρόσφατη ἱστορία ἀπό τήν ὁποία ἀντλοῦν καθημερινῶς τά ἐπιχειρήματά τους. Διότι ἡ κοινωνία θά ἀρθεῖ στό ὕψος τῶν περιστάσεων. [45, 886, 377, 1062]
paragraph: Οἱ ἐξελίξεις, ὅσο ἀρνητικές καί ἄν φαίνονται, ἐπιτρέπουν τήν ἀνάπτυξη πρωτοβουλιῶν. Ἀπό τά τρίσβαθα τῶν αἰώνων ἐπιβιώνει τό πνεῦμα τῶν προγόνων. Σέ δύσκολες περιόδους δαμάζονται τά ταπεινά πάθη καί τιθασεύεται ἡ λογική καί ἡ εὐπρέπεια. Τό ἐθνικό συμφέρον ἐπιβάλλει νά φέρουμε στήν ἐπιφάνεια ἀείζωους καί ὑπεύθυνους νόες, οἱ ὁποῖοι θά δώσουν τό ἔναυσμα γιά νά ἀναδειχθεῖ τό θῦμα μιᾶς ἐθνικῆς δημιουργικῆς προσπάθειας. [45, 1413, 377, 1540]
dateline-director: Διεύθυνσις: ΑΛΕΞΗΣ Ι. ΖΑΟΥΣΗΣ [1184, 233, 1372, 247]
